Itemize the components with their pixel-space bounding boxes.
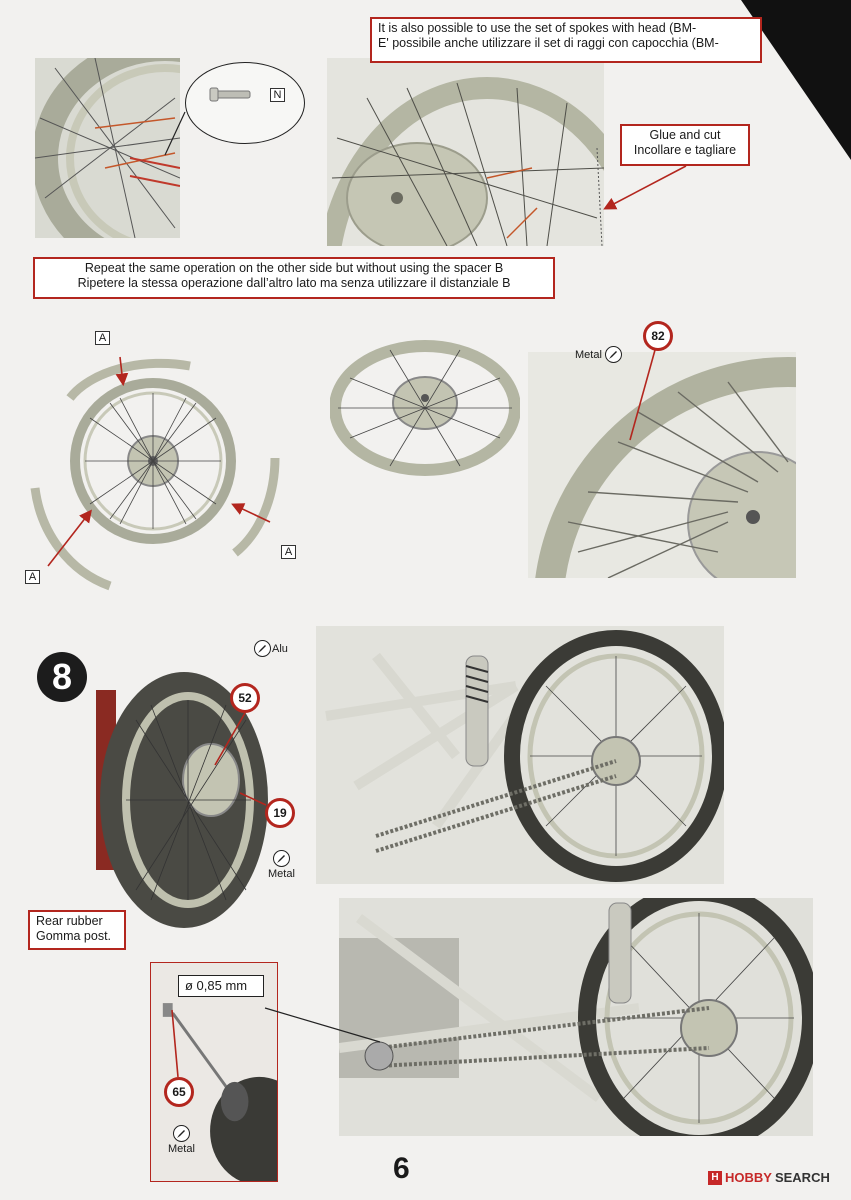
material-text-65: Metal: [168, 1143, 195, 1155]
rear-rubber-callout: [28, 910, 126, 950]
repeat-operation-it: Ripetere la stessa operazione dall’altro lato ma senza utilizzare il distanziale B: [77, 276, 511, 290]
hobby-search-watermark: [708, 1170, 830, 1185]
material-text-52: Alu: [272, 642, 288, 655]
step-number: 8: [37, 652, 87, 702]
spokes-option-it: E' possibile anche utilizzare il set di raggi con capocchia (BM-: [378, 36, 719, 50]
part-letter-a-left: A: [25, 570, 40, 584]
photo-spoke-closeup: [528, 352, 796, 578]
photo-chain-drive: [339, 898, 813, 1136]
glue-cut-en: Glue and cut: [649, 128, 721, 142]
part-badge-65: 65: [164, 1077, 194, 1107]
glue-cut-it: Incollare e tagliare: [633, 143, 737, 157]
watermark-brand: HOBBY: [725, 1170, 772, 1185]
material-text-82: Metal: [575, 348, 602, 361]
photo-frame-rear-wheel: [316, 626, 724, 884]
pencil-icon: [605, 346, 622, 363]
material-label-82: [575, 346, 622, 363]
pencil-icon: [254, 640, 271, 657]
watermark-suffix: SEARCH: [774, 1170, 830, 1185]
spokes-option-callout: [370, 17, 762, 63]
part-letter-a-top: A: [95, 331, 110, 345]
material-label-19: [268, 850, 295, 880]
spokes-option-en: It is also possible to use the set of spokes with head (BM-: [378, 21, 697, 35]
part-badge-52: 52: [230, 683, 260, 713]
pencil-icon: [173, 1125, 190, 1142]
rear-rubber-it: Gomma post.: [36, 929, 112, 943]
part-letter-n: N: [270, 88, 285, 102]
repeat-operation-callout: [33, 257, 555, 299]
drill-size-label: ø 0,85 mm: [178, 975, 264, 997]
part-badge-82: 82: [643, 321, 673, 351]
material-text-19: Metal: [268, 868, 295, 880]
repeat-operation-en: Repeat the same operation on the other side but without using the spacer B: [84, 261, 504, 275]
pencil-icon: [273, 850, 290, 867]
page-number: 6: [393, 1152, 411, 1185]
rear-rubber-en: Rear rubber: [36, 914, 103, 928]
part-badge-19: 19: [265, 798, 295, 828]
magnifier-part-n: [185, 62, 305, 144]
glue-cut-callout: [620, 124, 750, 166]
material-label-65: [168, 1125, 195, 1155]
photo-wheel-glue-cut: [327, 58, 604, 246]
photo-wheel-spacer-closeup: [35, 58, 180, 238]
part-letter-a-right: A: [281, 545, 296, 559]
photo-wheel-spacers-a: [20, 328, 305, 600]
material-label-52: [254, 640, 288, 657]
hobby-search-logo: H: [708, 1171, 722, 1185]
photo-wheel-assembled: [330, 338, 520, 476]
